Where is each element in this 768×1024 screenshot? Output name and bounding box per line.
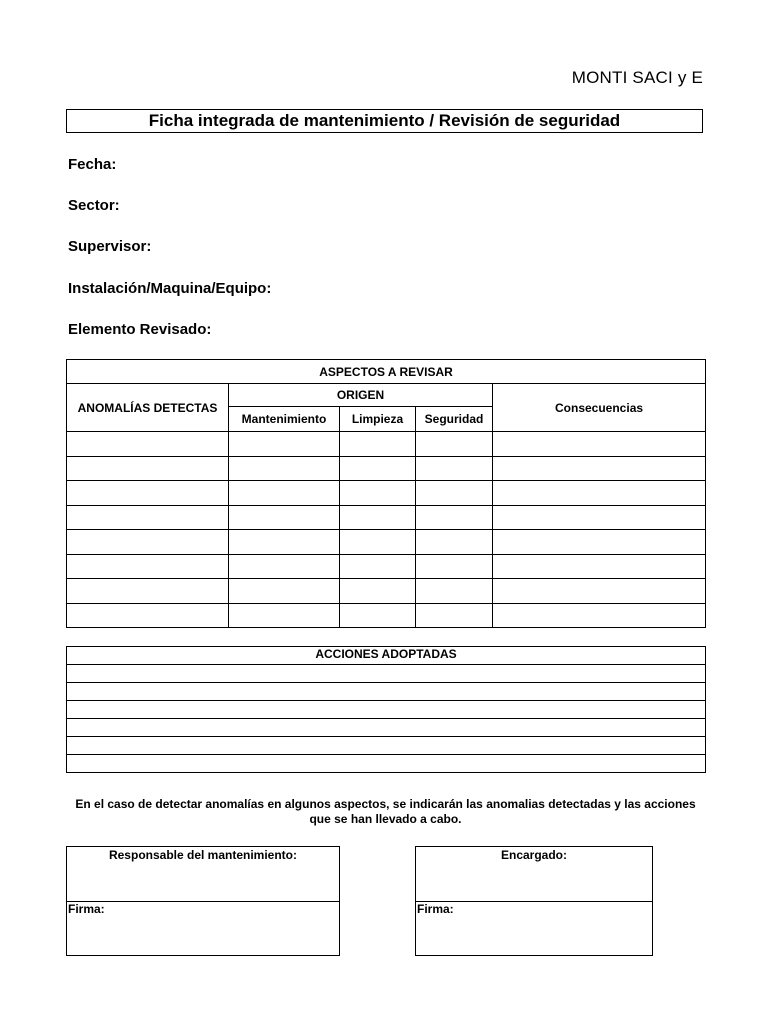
aspects-table-cell[interactable]	[340, 579, 416, 604]
aspects-table-cell[interactable]	[493, 603, 706, 628]
aspects-table-cell[interactable]	[493, 579, 706, 604]
field-sector-label: Sector:	[68, 197, 120, 214]
aspects-table-cell[interactable]	[493, 432, 706, 457]
aspects-table-cell[interactable]	[229, 554, 340, 579]
aspects-table-cell[interactable]	[229, 505, 340, 530]
aspects-table-title: ASPECTOS A REVISAR	[67, 360, 706, 384]
instructions-line-2: que se han llevado a cabo.	[309, 812, 462, 826]
aspects-table-cell[interactable]	[229, 579, 340, 604]
aspects-table-cell[interactable]	[493, 554, 706, 579]
col-anomalias-header: ANOMALÍAS DETECTAS	[67, 384, 229, 432]
aspects-table-cell[interactable]	[229, 530, 340, 555]
field-elemento-label: Elemento Revisado:	[68, 321, 212, 338]
encargado-firma-label: Firma:	[417, 902, 454, 916]
aspects-table-cell[interactable]	[416, 603, 493, 628]
aspects-table-cell[interactable]	[416, 530, 493, 555]
aspects-table-row	[67, 505, 706, 530]
aspects-table-cell[interactable]	[229, 481, 340, 506]
responsable-label: Responsable del mantenimiento:	[67, 847, 339, 902]
aspects-table-cell[interactable]	[493, 481, 706, 506]
aspects-table-cell[interactable]	[416, 554, 493, 579]
aspects-table-cell[interactable]	[67, 505, 229, 530]
acciones-table-cell[interactable]	[67, 755, 706, 773]
acciones-table	[66, 646, 706, 773]
aspects-table-row	[67, 554, 706, 579]
subcol-mantenimiento-header: Mantenimiento	[229, 407, 340, 432]
aspects-table-cell[interactable]	[340, 481, 416, 506]
aspects-table-cell[interactable]	[67, 432, 229, 457]
acciones-table-row	[67, 719, 706, 737]
subcol-seguridad-header: Seguridad	[416, 407, 493, 432]
aspects-table-cell[interactable]	[493, 530, 706, 555]
aspects-table-cell[interactable]	[340, 456, 416, 481]
aspects-table-cell[interactable]	[416, 432, 493, 457]
aspects-table-cell[interactable]	[67, 530, 229, 555]
acciones-table-cell[interactable]	[67, 719, 706, 737]
col-consecuencias-header: Consecuencias	[493, 384, 706, 432]
encargado-signature-box	[415, 846, 653, 956]
form-title: Ficha integrada de mantenimiento / Revisión de seguridad	[66, 109, 703, 133]
field-instalacion-label: Instalación/Maquina/Equipo:	[68, 280, 272, 297]
acciones-table-title: ACCIONES ADOPTADAS	[67, 647, 706, 665]
acciones-table-cell[interactable]	[67, 701, 706, 719]
aspects-table	[66, 359, 706, 628]
acciones-table-cell[interactable]	[67, 737, 706, 755]
aspects-table-cell[interactable]	[229, 432, 340, 457]
aspects-table-row	[67, 603, 706, 628]
aspects-table-cell[interactable]	[416, 579, 493, 604]
aspects-table-row	[67, 456, 706, 481]
aspects-table-cell[interactable]	[416, 505, 493, 530]
aspects-table-cell[interactable]	[416, 456, 493, 481]
field-supervisor-label: Supervisor:	[68, 238, 152, 255]
aspects-table-row	[67, 579, 706, 604]
acciones-table-row	[67, 683, 706, 701]
aspects-table-cell[interactable]	[340, 432, 416, 457]
aspects-table-cell[interactable]	[67, 456, 229, 481]
aspects-table-cell[interactable]	[416, 481, 493, 506]
aspects-table-row	[67, 481, 706, 506]
aspects-table-cell[interactable]	[493, 456, 706, 481]
subcol-limpieza-header: Limpieza	[340, 407, 416, 432]
aspects-table-cell[interactable]	[229, 456, 340, 481]
responsable-firma-label: Firma:	[68, 902, 105, 916]
aspects-table-cell[interactable]	[67, 481, 229, 506]
aspects-table-cell[interactable]	[340, 530, 416, 555]
acciones-table-row	[67, 701, 706, 719]
aspects-table-cell[interactable]	[229, 603, 340, 628]
field-fecha-label: Fecha:	[68, 156, 117, 173]
acciones-table-row	[67, 737, 706, 755]
col-origen-header: ORIGEN	[229, 384, 493, 407]
aspects-table-cell[interactable]	[340, 554, 416, 579]
aspects-table-cell[interactable]	[67, 554, 229, 579]
aspects-table-row	[67, 530, 706, 555]
aspects-table-cell[interactable]	[340, 603, 416, 628]
responsable-signature-box	[66, 846, 340, 956]
acciones-table-cell[interactable]	[67, 665, 706, 683]
instructions-line-1: En el caso de detectar anomalías en algunos aspectos, se indicarán las anomalias detectadas y las acciones	[75, 797, 696, 811]
aspects-table-cell[interactable]	[67, 579, 229, 604]
encargado-label: Encargado:	[416, 847, 652, 902]
acciones-table-row	[67, 665, 706, 683]
aspects-table-cell[interactable]	[340, 505, 416, 530]
company-name: MONTI SACI y E	[571, 68, 703, 87]
acciones-table-cell[interactable]	[67, 683, 706, 701]
aspects-table-cell[interactable]	[493, 505, 706, 530]
instructions-note	[66, 797, 705, 827]
aspects-table-cell[interactable]	[67, 603, 229, 628]
acciones-table-row	[67, 755, 706, 773]
aspects-table-row	[67, 432, 706, 457]
